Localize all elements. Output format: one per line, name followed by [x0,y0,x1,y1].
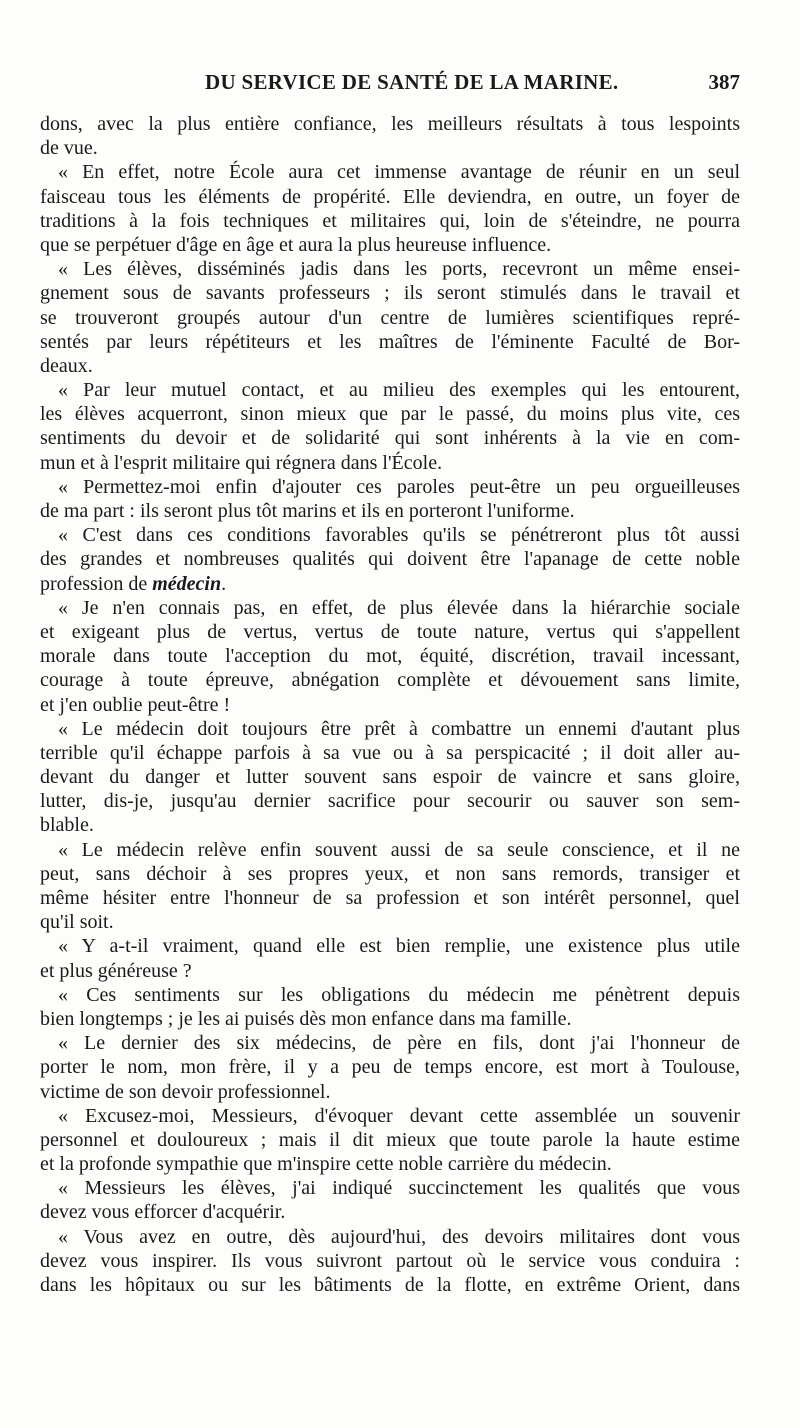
paragraph-first-line [40,717,740,741]
line-text: de ma part : ils seront plus tôt marins et ils en porteront l'uniforme. [40,500,575,522]
line-text: et la profonde sympathie que m'inspire cette noble carrière du médecin. [40,1153,612,1176]
text-line [40,1152,740,1176]
line-text: mun et à l'esprit militaire qui régnera dans l'École. [40,451,443,474]
paragraph-first-line [40,475,740,499]
text-line [40,426,740,450]
text-line [40,741,740,765]
line-text: « C'est dans ces conditions favorables qu'ils se pénétreront plus tôt aussi [58,524,740,547]
line-text: et plus généreuse ? [40,959,192,982]
body-text [40,112,740,1297]
paragraph-first-line [40,983,740,1007]
line-text: traditions à la fois techniques et militaires qui, loin de s'éteindre, ne pourra [40,209,740,232]
text-line [40,862,740,886]
line-text: dons, avec la plus entière confiance, les meilleurs résultats à tous lespoints [40,113,740,135]
line-text: peut, sans déchoir à ses propres yeux, et non sans remords, transiger et [40,862,740,885]
emphasized-word: médecin [152,572,222,595]
line-text: et exigeant plus de vertus, vertus de toute nature, vertus qui s'appellent [40,620,740,643]
line-text: que se perpétuer d'âge en âge et aura la plus heureuse influence. [40,233,552,256]
line-text: les élèves acquerront, sinon mieux que par le passé, du moins plus vite, ces [40,403,740,426]
text-line [40,1273,740,1297]
text-line [40,499,740,523]
text-line [40,572,740,596]
paragraph-first-line [40,160,740,184]
text-line [40,281,740,305]
line-text: courage à toute épreuve, abnégation complète et dévouement sans limite, [40,669,740,692]
text-line [40,547,740,571]
paragraph-first-line [40,1225,740,1249]
line-text: porter le nom, mon frère, il y a peu de temps encore, est mort à Toulouse, [40,1056,740,1079]
line-text: faisceau tous les éléments de propérité. Elle deviendra, en outre, un foyer de [40,185,740,208]
line-text: morale dans toute l'acception du mot, équité, discrétion, travail incessant, [40,645,740,668]
text-line [40,789,740,813]
line-text: blable. [40,814,94,837]
text-line [40,813,740,837]
text-line [40,620,740,644]
paragraph-first-line [40,378,740,402]
line-text: devez vous efforcer d'acquérir. [40,1201,286,1224]
line-text: se trouveront groupés autour d'un centre de lumières scientifiques repré- [40,306,740,329]
line-text: « Excusez-moi, Messieurs, d'évoquer devant cette assemblée un souvenir [58,1104,740,1127]
line-text: terrible qu'il échappe parfois à sa vue ou à sa perspicacité ; il doit aller au- [40,741,740,764]
text-line [40,1055,740,1079]
text-line [40,644,740,668]
line-text: et j'en oublie peut-être ! [40,693,231,716]
line-text: personnel et douloureux ; mais il dit mieux que toute parole la haute estime [40,1128,740,1151]
text-line [40,1007,740,1031]
line-text: des grandes et nombreuses qualités qui doivent être l'apanage de cette noble [40,548,740,571]
line-text: « Y a-t-il vraiment, quand elle est bien remplie, une existence plus utile [58,935,740,958]
paragraph-first-line [40,1104,740,1128]
text-line [40,330,740,354]
line-text: « Le médecin doit toujours être prêt à combattre un ennemi d'autant plus [58,717,740,740]
line-text: gnement sous de savants professeurs ; ils seront stimulés dans le travail et [40,282,740,305]
paragraph-first-line [40,523,740,547]
text-line [40,959,740,983]
text-line [40,354,740,378]
line-text: « Messieurs les élèves, j'ai indiqué succinctement les qualités que vous [58,1177,740,1200]
text-line [40,1128,740,1152]
text-line [40,209,740,233]
line-text: même hésiter entre l'honneur de sa profession et son intérêt personnel, quel [40,887,740,909]
text-line [40,765,740,789]
text-line [40,306,740,330]
running-title: DU SERVICE DE SANTÉ DE LA MARINE. [205,70,619,94]
line-text: lutter, dis-je, jusqu'au dernier sacrifice pour secourir ou sauver son sem- [40,790,740,813]
line-text: « Ces sentiments sur les obligations du médecin me pénètrent depuis [58,983,740,1006]
paragraph-first-line [40,596,740,620]
line-text: de vue. [40,137,98,160]
text-line [40,402,740,426]
text-line [40,1249,740,1273]
text-line [40,693,740,717]
paragraph-first-line [40,1031,740,1055]
text-line [40,1200,740,1224]
line-text: devez vous inspirer. Ils vous suivront partout où le service vous conduira : [40,1249,740,1272]
line-punctuation: . [221,572,227,595]
line-text: victime de son devoir professionnel. [40,1080,331,1103]
paragraph-first-line [40,934,740,958]
line-text: « Par leur mutuel contact, et au milieu des exemples qui les entourent, [58,379,740,402]
line-text: « Le médecin relève enfin souvent aussi de sa seule conscience, et il ne [58,838,740,861]
line-text: dans les hôpitaux ou sur les bâtiments de la flotte, en extrême Orient, dans [40,1274,740,1296]
line-text: devant du danger et lutter souvent sans espoir de vaincre et sans gloire, [40,766,740,789]
line-text: qu'il soit. [40,911,114,934]
paragraph-first-line [40,838,740,862]
line-text: profession de [40,572,153,595]
line-text: « Le dernier des six médecins, de père en fils, dont j'ai l'honneur de [58,1032,740,1055]
text-line [40,910,740,934]
text-line [40,112,740,136]
line-text: sentés par leurs répétiteurs et les maîtres de l'éminente Faculté de Bor- [40,330,740,353]
text-line [40,886,740,910]
line-text: « Permettez-moi enfin d'ajouter ces paroles peut-être un peu orgueilleuses [58,475,740,498]
line-text: « Vous avez en outre, dès aujourd'hui, des devoirs militaires dont vous [58,1225,740,1248]
line-text: sentiments du devoir et de solidarité qui sont inhérents à la vie en com- [40,427,740,450]
text-line [40,136,740,160]
paragraph-first-line [40,257,740,281]
page-header [40,70,740,102]
text-line [40,233,740,257]
paragraph-first-line [40,1176,740,1200]
line-text: « Les élèves, disséminés jadis dans les ports, recevront un même ensei- [58,258,740,281]
text-line [40,1080,740,1104]
line-text: « Je n'en connais pas, en effet, de plus élevée dans la hiérarchie sociale [58,596,740,619]
page-number: 387 [708,70,740,94]
line-text: « En effet, notre École aura cet immense avantage de réunir en un seul [58,161,740,184]
text-line [40,185,740,209]
text-line [40,668,740,692]
text-line [40,451,740,475]
line-text: bien longtemps ; je les ai puisés dès mon enfance dans ma famille. [40,1007,572,1030]
line-text: deaux. [40,354,93,377]
